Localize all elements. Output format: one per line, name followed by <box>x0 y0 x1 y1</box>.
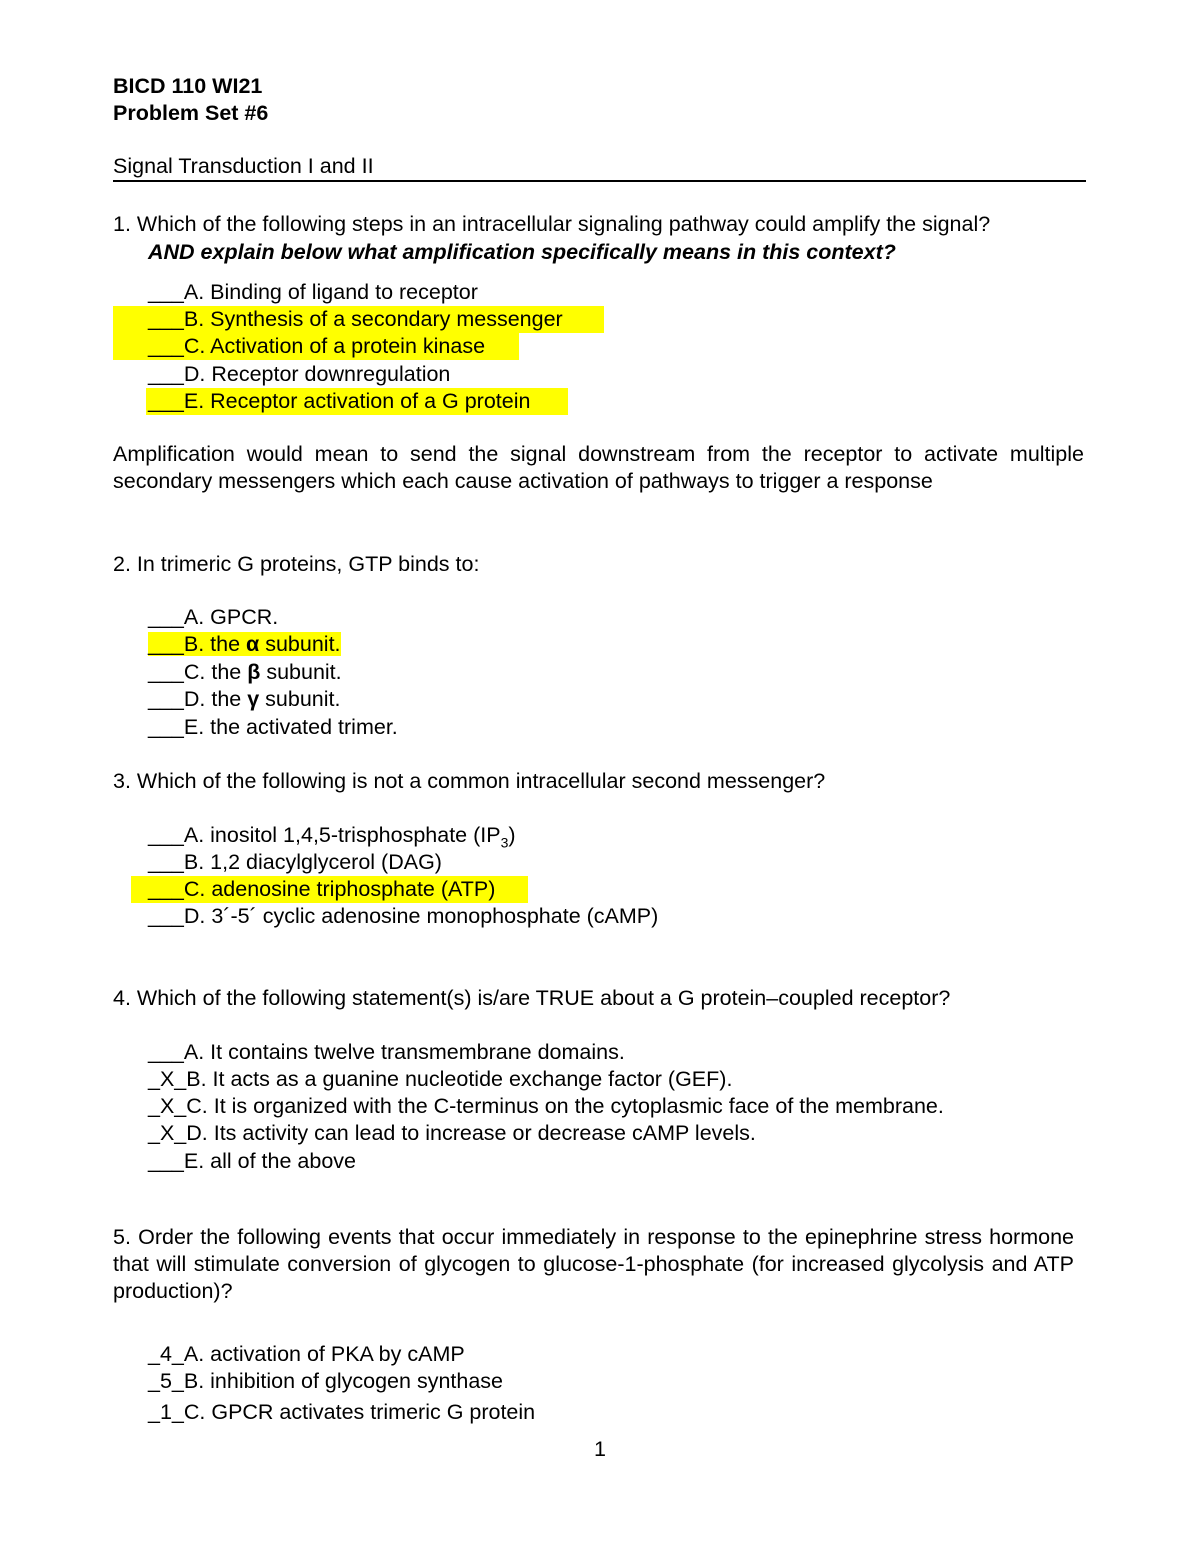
q2-option-c-prefix: ___C. the <box>148 660 248 684</box>
question-3-text: 3. Which of the following is not a common intracellular second messenger? <box>113 769 826 793</box>
gamma-symbol: γ <box>247 687 260 711</box>
problem-set-title: Problem Set #6 <box>113 101 269 125</box>
q2-option-c <box>148 659 342 686</box>
q2-option-e: ___E. the activated trimer. <box>148 715 398 739</box>
q2-option-d-prefix: ___D. the <box>148 687 248 711</box>
q4-option-b: _X_B. It acts as a guanine nucleotide exchange factor (GEF). <box>148 1067 733 1091</box>
q2-option-a: ___A. GPCR. <box>148 605 279 629</box>
q4-option-c: _X_C. It is organized with the C-terminus on the cytoplasmic face of the membrane. <box>148 1094 944 1118</box>
alpha-symbol: α <box>246 632 260 656</box>
q1-option-d: ___D. Receptor downregulation <box>148 362 451 386</box>
q2-option-b-suffix: subunit. <box>259 632 341 656</box>
q1-option-c: ___C. Activation of a protein kinase <box>148 334 486 358</box>
q3-option-a-subscript: 3 <box>500 834 509 851</box>
topic-title: Signal Transduction I and II <box>113 154 374 178</box>
q4-option-d: _X_D. Its activity can lead to increase or decrease cAMP levels. <box>148 1121 756 1145</box>
q1-option-a: ___A. Binding of ligand to receptor <box>148 280 478 304</box>
q1-option-b: ___B. Synthesis of a secondary messenger <box>148 307 563 331</box>
q1-answer-paragraph: Amplification would mean to send the signal downstream from the receptor to activate multiple secondary messengers which each cause activation of pathways to trigger a response <box>113 442 1084 493</box>
page-number: 1 <box>594 1437 606 1461</box>
q2-option-c-suffix: subunit. <box>260 660 342 684</box>
q5-option-b: _5_B. inhibition of glycogen synthase <box>148 1369 503 1393</box>
q2-option-b-prefix: ___B. the <box>148 632 247 656</box>
q1-option-e: ___E. Receptor activation of a G protein <box>148 389 531 413</box>
header-divider <box>113 180 1086 182</box>
question-5-text: 5. Order the following events that occur immediately in response to the epinephrine stress hormone that will stimulate conversion of glycogen to glucose-1-phosphate (for increased glycolysis and ATP production)? <box>113 1225 1074 1303</box>
q5-option-c: _1_C. GPCR activates trimeric G protein <box>148 1400 536 1424</box>
q3-option-c: ___C. adenosine triphosphate (ATP) <box>148 877 496 901</box>
question-4-text: 4. Which of the following statement(s) is/are TRUE about a G protein–coupled receptor? <box>113 986 951 1010</box>
course-title: BICD 110 WI21 <box>113 74 263 98</box>
q3-option-b: ___B. 1,2 diacylglycerol (DAG) <box>148 850 442 874</box>
q3-option-a-suffix: ) <box>508 823 516 847</box>
q5-option-a: _4_A. activation of PKA by cAMP <box>148 1342 465 1366</box>
q3-option-a-prefix: ___A. inositol 1,4,5-trisphosphate (IP <box>148 823 501 847</box>
q2-option-d-suffix: subunit. <box>259 687 341 711</box>
q3-option-d: ___D. 3´-5´ cyclic adenosine monophosphate (cAMP) <box>148 904 659 928</box>
q2-option-b <box>148 631 341 658</box>
question-1-instruction: AND explain below what amplification specifically means in this context? <box>148 240 896 264</box>
question-1-text: 1. Which of the following steps in an intracellular signaling pathway could amplify the signal? <box>113 212 991 236</box>
beta-symbol: β <box>247 660 261 684</box>
question-2-text: 2. In trimeric G proteins, GTP binds to: <box>113 552 480 576</box>
q4-option-e: ___E. all of the above <box>148 1149 356 1173</box>
q2-option-d <box>148 686 340 713</box>
q4-option-a: ___A. It contains twelve transmembrane domains. <box>148 1040 625 1064</box>
